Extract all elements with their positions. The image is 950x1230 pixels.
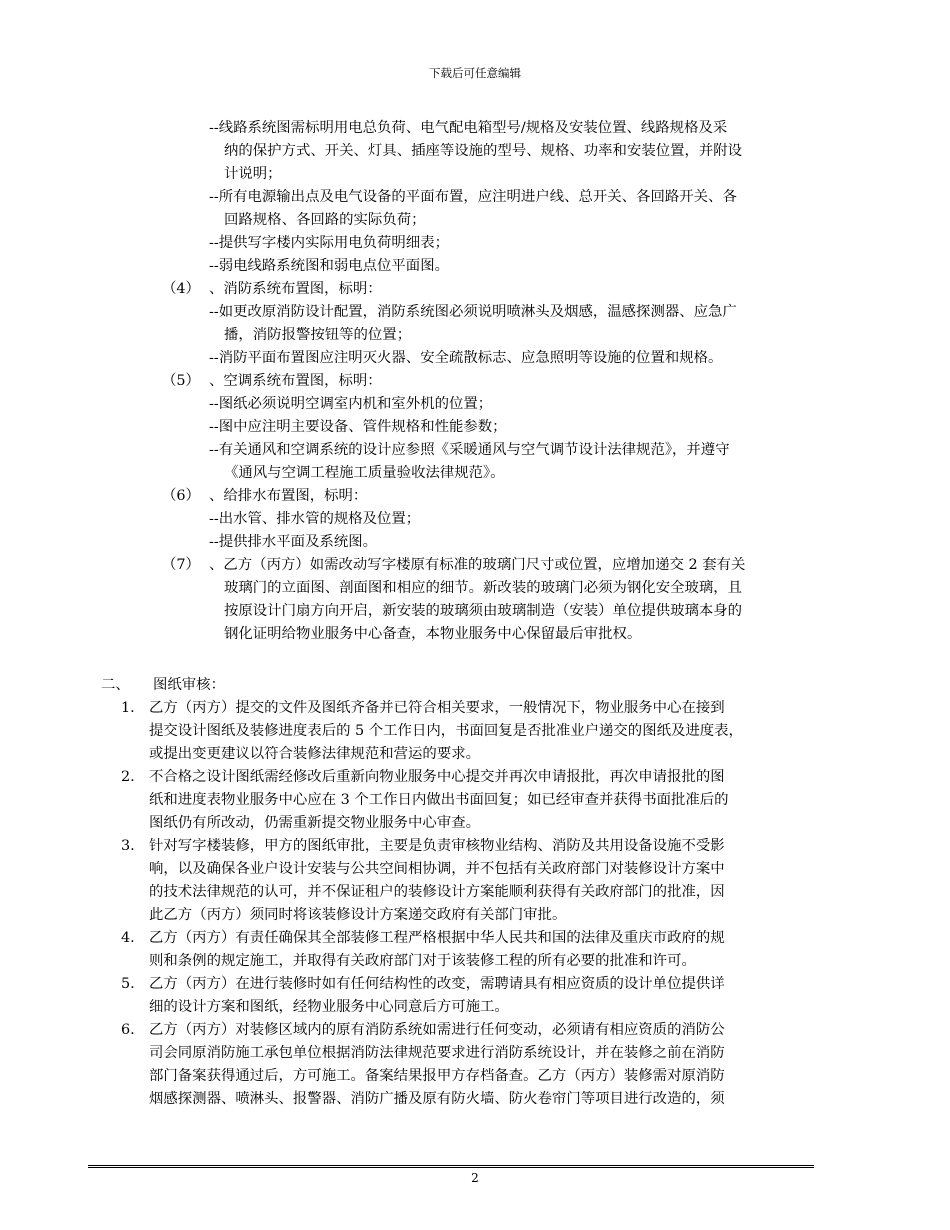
- item-number-6: （6）: [162, 488, 200, 504]
- electrical-wiring-item: [209, 117, 742, 186]
- ac-standard-item: [209, 439, 730, 485]
- text-line: 烟感探测器、喷淋头、报警器、消防广播及原有防火墙、防火卷帘门等项目进行改造的，须: [149, 1091, 725, 1107]
- review-item-6: [149, 1019, 725, 1111]
- fire-system-title: 、消防系统布置图，标明：: [209, 281, 382, 297]
- text-line: 的技术法律规范的认可，并不保证租户的装修设计方案能顺利获得有关政府部门的批准，因: [149, 884, 725, 900]
- text-line: 乙方（丙方）对装修区域内的原有消防系统如需进行任何变动，必须请有相应资质的消防公: [149, 1022, 725, 1038]
- load-table-item: --提供写字楼内实际用电负荷明细表；: [209, 235, 449, 251]
- ac-units-item: --图纸必须说明空调室内机和室外机的位置；: [209, 396, 493, 412]
- fire-config-item: [209, 301, 737, 347]
- ac-system-title: 、空调系统布置图，标明：: [209, 373, 382, 389]
- text-line: 、乙方（丙方）如需改动写字楼原有标准的玻璃门尺寸或位置，应增加递交 2 套有关: [209, 557, 746, 573]
- review-item-2: [149, 766, 729, 835]
- text-line: --有关通风和空调系统的设计应参照《采暖通风与空气调节设计法律规范》，并遵守: [209, 442, 730, 458]
- text-line: 玻璃门的立面图、剖面图和相应的细节。新改装的玻璃门必须为钢化安全玻璃，且: [224, 580, 743, 596]
- review-number-4: 4.: [121, 930, 135, 946]
- item-number-5: （5）: [162, 373, 200, 389]
- text-line: 纸和进度表物业服务中心应在 3 个工作日内做出书面回复；如已经审查并获得书面批准后的: [149, 792, 729, 808]
- text-line: 乙方（丙方）有责任确保其全部装修工程严格根据中华人民共和国的法律及重庆市政府的规: [149, 930, 725, 946]
- text-line: 细的设计方案和图纸，经物业服务中心同意后方可施工。: [149, 999, 509, 1015]
- weak-current-item: --弱电线路系统图和弱电点位平面图。: [209, 258, 449, 274]
- item-number-4: （4）: [162, 281, 200, 297]
- water-pipe-item: --出水管、排水管的规格及位置；: [209, 511, 421, 527]
- text-line: 《通风与空调工程施工质量验收法律规范》。: [224, 465, 505, 481]
- text-line: 或提出变更建议以符合装修法律规范和营运的要求。: [149, 746, 480, 762]
- text-line: 不合格之设计图纸需经修改后重新向物业服务中心提交并再次申请报批，再次申请报批的图: [149, 769, 725, 785]
- page-number: 2: [471, 1171, 479, 1185]
- text-line: 纳的保护方式、开关、灯具、插座等设施的型号、规格、功率和安装位置，并附设: [224, 143, 743, 159]
- text-line: 钢化证明给物业服务中心备查，本物业服务中心保留最后审批权。: [224, 626, 642, 642]
- text-line: 提交设计图纸及装修进度表后的 5 个工作日内，书面回复是否批准业户递交的图纸及进度表，: [149, 723, 743, 739]
- text-line: 按原设计门扇方向开启，新安装的玻璃须由玻璃制造（安装）单位提供玻璃本身的: [224, 603, 743, 619]
- review-item-4: [149, 927, 725, 973]
- text-line: 针对写字楼装修，甲方的图纸审批，主要是负责审核物业结构、消防及共用设备设施不受影: [149, 838, 725, 854]
- section-number: 二、: [101, 677, 130, 693]
- text-line: --如更改原消防设计配置，消防系统图必须说明喷淋头及烟感，温感探测器、应急广: [209, 304, 737, 320]
- review-number-6: 6.: [121, 1022, 135, 1038]
- text-line: 司会同原消防施工承包单位根据消防法律规范要求进行消防系统设计，并在装修之前在消防: [149, 1045, 725, 1061]
- text-line: 则和条例的规定施工，并取得有关政府部门对于该装修工程的所有必要的批准和许可。: [149, 953, 696, 969]
- item-number-7: （7）: [162, 557, 200, 573]
- section-title: 图纸审核：: [153, 677, 225, 693]
- page-header: 下载后可任意编辑: [429, 66, 521, 80]
- text-line: 计说明；: [224, 166, 282, 182]
- ac-equipment-item: --图中应注明主要设备、管件规格和性能参数；: [209, 419, 507, 435]
- text-line: --所有电源输出点及电气设备的平面布置，应注明进户线、总开关、各回路开关、各: [209, 189, 737, 205]
- text-line: 图纸仍有所改动，仍需重新提交物业服务中心审查。: [149, 815, 480, 831]
- text-line: 乙方（丙方）在进行装修时如有任何结构性的改变，需聘请具有相应资质的设计单位提供详: [149, 976, 725, 992]
- text-line: 此乙方（丙方）须同时将该装修设计方案递交政府有关部门审批。: [149, 907, 567, 923]
- text-line: 部门备案获得通过后，方可施工。备案结果报甲方存档备查。乙方（丙方）装修需对原消防: [149, 1068, 725, 1084]
- review-item-1: [149, 697, 743, 766]
- water-plan-item: --提供排水平面及系统图。: [209, 534, 378, 550]
- review-item-3: [149, 835, 725, 927]
- text-line: 乙方（丙方）提交的文件及图纸齐备并已符合相关要求，一般情况下，物业服务中心在接到: [149, 700, 725, 716]
- glass-door-item: [209, 554, 745, 646]
- review-number-3: 3.: [121, 838, 135, 854]
- text-line: 回路规格、各回路的实际负荷；: [224, 212, 426, 228]
- footer-rule: [88, 1165, 814, 1168]
- review-number-1: 1.: [121, 700, 135, 716]
- electrical-layout-item: [209, 186, 737, 232]
- review-number-5: 5.: [121, 976, 135, 992]
- review-number-2: 2.: [121, 769, 135, 785]
- text-line: 播，消防报警按钮等的位置；: [224, 327, 412, 343]
- text-line: --线路系统图需标明用电总负荷、电气配电箱型号/规格及安装位置、线路规格及采: [209, 120, 728, 136]
- text-line: 响，以及确保各业户设计安装与公共空间相协调，并不包括有关政府部门对装修设计方案中: [149, 861, 725, 877]
- review-item-5: [149, 973, 725, 1019]
- water-system-title: 、给排水布置图，标明：: [209, 488, 368, 504]
- fire-plan-item: --消防平面布置图应注明灭火器、安全疏散标志、应急照明等设施的位置和规格。: [209, 350, 723, 366]
